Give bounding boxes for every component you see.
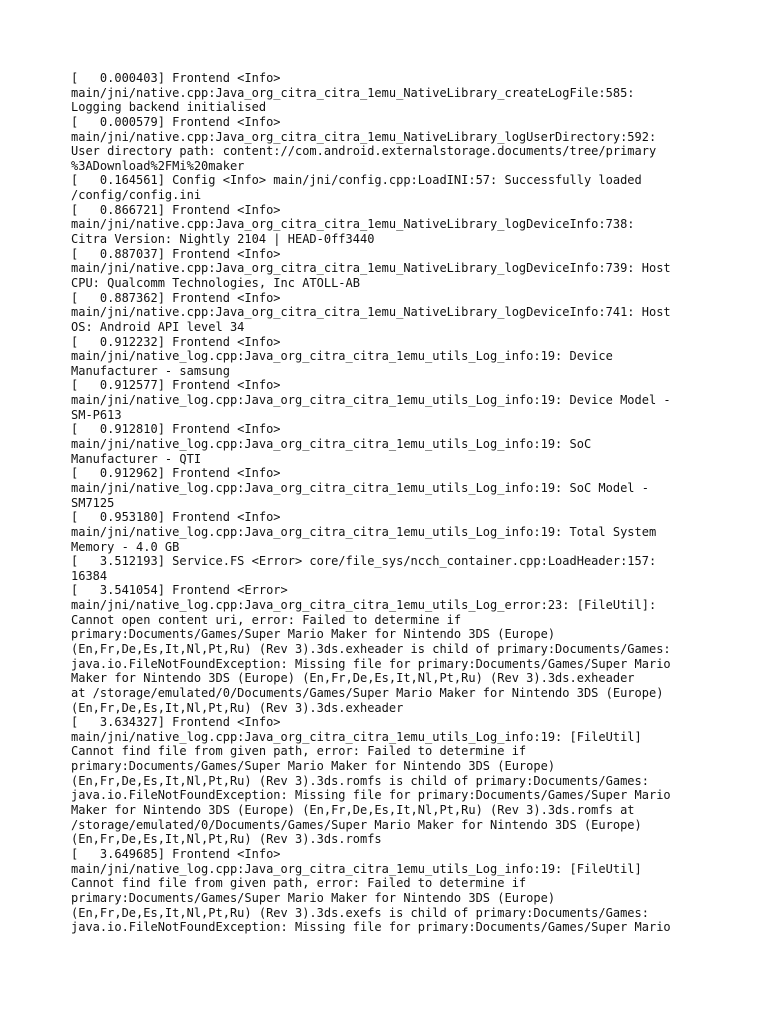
log-line: (En,Fr,De,Es,It,Nl,Pt,Ru) (Rev 3).3ds.exefs is child of primary:Documents/Games: — [71, 905, 649, 920]
log-line: java.io.FileNotFoundException: Missing file for primary:Documents/Games/Super Mario — [71, 656, 671, 671]
log-line: main/jni/native_log.cpp:Java_org_citra_citra_1emu_utils_Log_info:19: Device — [71, 349, 613, 364]
log-line: Manufacturer - QTI — [71, 451, 202, 466]
log-line: /config/config.ini — [71, 188, 202, 203]
log-line: main/jni/native_log.cpp:Java_org_citra_citra_1emu_utils_Log_info:19: [FileUtil] — [71, 729, 642, 744]
log-line: [ 0.912810] Frontend <Info> — [71, 422, 281, 437]
log-line: java.io.FileNotFoundException: Missing file for primary:Documents/Games/Super Mario — [71, 788, 671, 803]
log-line: /storage/emulated/0/Documents/Games/Super Mario Maker for Nintendo 3DS (Europe) — [71, 817, 642, 832]
log-line: Maker for Nintendo 3DS (Europe) (En,Fr,De,Es,It,Nl,Pt,Ru) (Rev 3).3ds.exheader — [71, 671, 635, 686]
log-line: Cannot find file from given path, error: Failed to determine if — [71, 876, 527, 891]
log-line: Maker for Nintendo 3DS (Europe) (En,Fr,De,Es,It,Nl,Pt,Ru) (Rev 3).3ds.romfs at — [71, 803, 635, 818]
log-line: main/jni/native_log.cpp:Java_org_citra_citra_1emu_utils_Log_error:23: [FileUtil]: — [71, 598, 657, 613]
log-line: (En,Fr,De,Es,It,Nl,Pt,Ru) (Rev 3).3ds.exheader is child of primary:Documents/Games: — [71, 641, 671, 656]
log-line: (En,Fr,De,Es,It,Nl,Pt,Ru) (Rev 3).3ds.romfs is child of primary:Documents/Games: — [71, 773, 649, 788]
log-line: (En,Fr,De,Es,It,Nl,Pt,Ru) (Rev 3).3ds.romfs — [71, 832, 382, 847]
log-line: [ 3.541054] Frontend <Error> — [71, 583, 288, 598]
log-line: main/jni/native_log.cpp:Java_org_citra_citra_1emu_utils_Log_info:19: [FileUtil] — [71, 861, 642, 876]
log-line: [ 3.649685] Frontend <Info> — [71, 846, 281, 861]
log-line: (En,Fr,De,Es,It,Nl,Pt,Ru) (Rev 3).3ds.exheader — [71, 700, 404, 715]
log-line: main/jni/native.cpp:Java_org_citra_citra_1emu_NativeLibrary_logDeviceInfo:738: — [71, 217, 635, 232]
log-line: CPU: Qualcomm Technologies, Inc ATOLL-AB — [71, 275, 360, 290]
log-line: [ 0.164561] Config <Info> main/jni/config.cpp:LoadINI:57: Successfully loaded — [71, 173, 642, 188]
log-line: primary:Documents/Games/Super Mario Maker for Nintendo 3DS (Europe) — [71, 759, 556, 774]
log-line: java.io.FileNotFoundException: Missing file for primary:Documents/Games/Super Mario — [71, 920, 671, 935]
log-line: [ 0.887037] Frontend <Info> — [71, 246, 281, 261]
log-line: main/jni/native_log.cpp:Java_org_citra_citra_1emu_utils_Log_info:19: SoC — [71, 437, 592, 452]
log-line: main/jni/native.cpp:Java_org_citra_citra_1emu_NativeLibrary_logDeviceInfo:739: Host — [71, 261, 671, 276]
log-line: Memory - 4.0 GB — [71, 539, 180, 554]
log-line: [ 0.000403] Frontend <Info> — [71, 71, 281, 85]
log-line: %3ADownload%2FMi%20maker — [71, 158, 245, 173]
log-line: [ 0.866721] Frontend <Info> — [71, 202, 281, 217]
log-line: main/jni/native.cpp:Java_org_citra_citra_1emu_NativeLibrary_createLogFile:585: — [71, 85, 635, 100]
log-line: main/jni/native.cpp:Java_org_citra_citra_1emu_NativeLibrary_logDeviceInfo:741: Host — [71, 305, 671, 320]
log-text — [71, 71, 711, 935]
log-line: main/jni/native_log.cpp:Java_org_citra_citra_1emu_utils_Log_info:19: Device Model - — [71, 393, 671, 408]
log-line: SM7125 — [71, 495, 115, 510]
log-line: 16384 — [71, 568, 108, 583]
log-line: [ 0.953180] Frontend <Info> — [71, 510, 281, 525]
log-line: User directory path: content://com.android.externalstorage.documents/tree/primary — [71, 144, 657, 159]
log-line: Manufacturer - samsung — [71, 363, 230, 378]
log-line: OS: Android API level 34 — [71, 319, 245, 334]
log-line: [ 0.912232] Frontend <Info> — [71, 334, 281, 349]
log-line: [ 0.912962] Frontend <Info> — [71, 466, 281, 481]
log-line: primary:Documents/Games/Super Mario Maker for Nintendo 3DS (Europe) — [71, 890, 556, 905]
log-line: Cannot find file from given path, error: Failed to determine if — [71, 744, 527, 759]
log-line: SM-P613 — [71, 407, 122, 422]
log-line: [ 0.912577] Frontend <Info> — [71, 378, 281, 393]
log-line: main/jni/native.cpp:Java_org_citra_citra_1emu_NativeLibrary_logUserDirectory:592: — [71, 129, 657, 144]
log-line: Citra Version: Nightly 2104 | HEAD-0ff3440 — [71, 232, 375, 247]
log-line: [ 0.000579] Frontend <Info> — [71, 114, 281, 129]
log-line: at /storage/emulated/0/Documents/Games/Super Mario Maker for Nintendo 3DS (Europe) — [71, 685, 664, 700]
log-line: [ 0.887362] Frontend <Info> — [71, 290, 281, 305]
log-line: Cannot open content uri, error: Failed to determine if — [71, 612, 462, 627]
log-line: primary:Documents/Games/Super Mario Maker for Nintendo 3DS (Europe) — [71, 627, 556, 642]
log-line: main/jni/native_log.cpp:Java_org_citra_citra_1emu_utils_Log_info:19: Total System — [71, 524, 657, 539]
log-line: [ 3.512193] Service.FS <Error> core/file_sys/ncch_container.cpp:LoadHeader:157: — [71, 554, 657, 569]
log-line: Logging backend initialised — [71, 100, 267, 115]
log-line: [ 3.634327] Frontend <Info> — [71, 715, 281, 730]
log-line: main/jni/native_log.cpp:Java_org_citra_citra_1emu_utils_Log_info:19: SoC Model - — [71, 480, 649, 495]
